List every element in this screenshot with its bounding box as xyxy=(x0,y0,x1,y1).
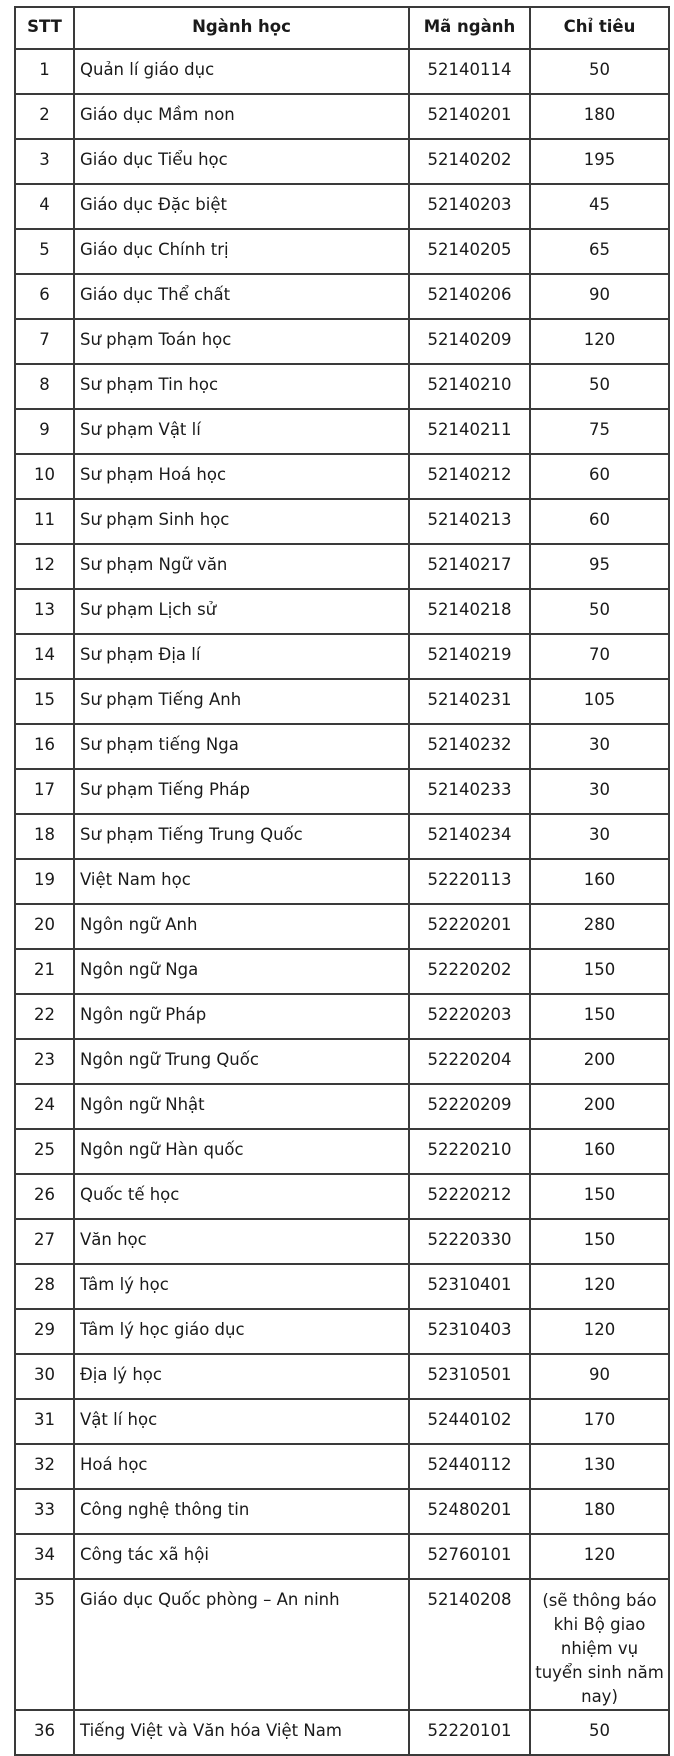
cell-stt: 9 xyxy=(15,409,74,454)
table-row xyxy=(15,1399,669,1444)
cell-ma-nganh: 52140114 xyxy=(409,49,530,94)
cell-nganh-hoc: Sư phạm tiếng Nga xyxy=(74,724,409,769)
table-row xyxy=(15,319,669,364)
cell-stt: 2 xyxy=(15,94,74,139)
cell-stt: 16 xyxy=(15,724,74,769)
cell-nganh-hoc: Việt Nam học xyxy=(74,859,409,904)
table-row xyxy=(15,274,669,319)
table-row xyxy=(15,229,669,274)
table-header-row xyxy=(15,7,669,49)
cell-nganh-hoc: Sư phạm Ngữ văn xyxy=(74,544,409,589)
table-row xyxy=(15,724,669,769)
cell-nganh-hoc: Ngôn ngữ Pháp xyxy=(74,994,409,1039)
cell-chi-tieu: 280 xyxy=(530,904,669,949)
table-row xyxy=(15,364,669,409)
cell-ma-nganh: 52140208 xyxy=(409,1579,530,1710)
cell-ma-nganh: 52140233 xyxy=(409,769,530,814)
table-body xyxy=(15,49,669,1755)
cell-ma-nganh: 52440102 xyxy=(409,1399,530,1444)
cell-chi-tieu: 120 xyxy=(530,1264,669,1309)
cell-chi-tieu: 90 xyxy=(530,274,669,319)
cell-stt: 5 xyxy=(15,229,74,274)
table-row xyxy=(15,1444,669,1489)
cell-stt: 1 xyxy=(15,49,74,94)
table-row xyxy=(15,1264,669,1309)
cell-chi-tieu: 50 xyxy=(530,364,669,409)
cell-ma-nganh: 52140232 xyxy=(409,724,530,769)
cell-stt: 27 xyxy=(15,1219,74,1264)
cell-stt: 32 xyxy=(15,1444,74,1489)
cell-ma-nganh: 52220113 xyxy=(409,859,530,904)
cell-chi-tieu: 30 xyxy=(530,814,669,859)
cell-nganh-hoc: Tâm lý học xyxy=(74,1264,409,1309)
table-row xyxy=(15,1489,669,1534)
cell-stt: 23 xyxy=(15,1039,74,1084)
cell-chi-tieu: 200 xyxy=(530,1084,669,1129)
cell-ma-nganh: 52310401 xyxy=(409,1264,530,1309)
cell-ma-nganh: 52140212 xyxy=(409,454,530,499)
cell-chi-tieu: 130 xyxy=(530,1444,669,1489)
cell-ma-nganh: 52140213 xyxy=(409,499,530,544)
table-row xyxy=(15,49,669,94)
cell-chi-tieu: 95 xyxy=(530,544,669,589)
cell-ma-nganh: 52140203 xyxy=(409,184,530,229)
table-row xyxy=(15,634,669,679)
cell-chi-tieu: 150 xyxy=(530,994,669,1039)
cell-ma-nganh: 52220209 xyxy=(409,1084,530,1129)
cell-nganh-hoc: Tiếng Việt và Văn hóa Việt Nam xyxy=(74,1710,409,1755)
cell-chi-tieu: 150 xyxy=(530,949,669,994)
cell-chi-tieu: 170 xyxy=(530,1399,669,1444)
cell-stt: 4 xyxy=(15,184,74,229)
cell-stt: 18 xyxy=(15,814,74,859)
table-row xyxy=(15,1084,669,1129)
cell-chi-tieu: 60 xyxy=(530,499,669,544)
cell-chi-tieu: 180 xyxy=(530,94,669,139)
cell-chi-tieu: 70 xyxy=(530,634,669,679)
cell-stt: 14 xyxy=(15,634,74,679)
table-row xyxy=(15,94,669,139)
cell-stt: 26 xyxy=(15,1174,74,1219)
table-row xyxy=(15,1354,669,1399)
cell-nganh-hoc: Giáo dục Mầm non xyxy=(74,94,409,139)
cell-chi-tieu: 30 xyxy=(530,769,669,814)
cell-stt: 8 xyxy=(15,364,74,409)
cell-stt: 11 xyxy=(15,499,74,544)
table-row xyxy=(15,139,669,184)
cell-chi-tieu: 180 xyxy=(530,1489,669,1534)
table-row xyxy=(15,409,669,454)
table-row xyxy=(15,1219,669,1264)
cell-chi-tieu: 200 xyxy=(530,1039,669,1084)
cell-nganh-hoc: Giáo dục Đặc biệt xyxy=(74,184,409,229)
cell-nganh-hoc: Sư phạm Hoá học xyxy=(74,454,409,499)
cell-nganh-hoc: Ngôn ngữ Nhật xyxy=(74,1084,409,1129)
cell-stt: 24 xyxy=(15,1084,74,1129)
cell-ma-nganh: 52140219 xyxy=(409,634,530,679)
cell-chi-tieu: 60 xyxy=(530,454,669,499)
cell-stt: 36 xyxy=(15,1710,74,1755)
table-row xyxy=(15,1309,669,1354)
cell-ma-nganh: 52140210 xyxy=(409,364,530,409)
cell-chi-tieu: 120 xyxy=(530,1309,669,1354)
cell-nganh-hoc: Quản lí giáo dục xyxy=(74,49,409,94)
cell-chi-tieu: 50 xyxy=(530,1710,669,1755)
cell-chi-tieu: 150 xyxy=(530,1219,669,1264)
cell-stt: 20 xyxy=(15,904,74,949)
table-row xyxy=(15,544,669,589)
cell-nganh-hoc: Hoá học xyxy=(74,1444,409,1489)
cell-ma-nganh: 52220201 xyxy=(409,904,530,949)
cell-stt: 3 xyxy=(15,139,74,184)
cell-nganh-hoc: Sư phạm Tiếng Anh xyxy=(74,679,409,724)
cell-ma-nganh: 52140206 xyxy=(409,274,530,319)
cell-chi-tieu: 30 xyxy=(530,724,669,769)
cell-stt: 34 xyxy=(15,1534,74,1579)
cell-nganh-hoc: Ngôn ngữ Nga xyxy=(74,949,409,994)
table-row xyxy=(15,589,669,634)
cell-ma-nganh: 52220101 xyxy=(409,1710,530,1755)
cell-stt: 6 xyxy=(15,274,74,319)
cell-stt: 15 xyxy=(15,679,74,724)
admission-quota-table xyxy=(14,6,670,1756)
cell-ma-nganh: 52140217 xyxy=(409,544,530,589)
cell-stt: 10 xyxy=(15,454,74,499)
cell-ma-nganh: 52220210 xyxy=(409,1129,530,1174)
cell-ma-nganh: 52440112 xyxy=(409,1444,530,1489)
cell-ma-nganh: 52220202 xyxy=(409,949,530,994)
table-row xyxy=(15,814,669,859)
cell-nganh-hoc: Tâm lý học giáo dục xyxy=(74,1309,409,1354)
cell-chi-tieu: 160 xyxy=(530,859,669,904)
table-row xyxy=(15,904,669,949)
cell-chi-tieu: 195 xyxy=(530,139,669,184)
header-stt: STT xyxy=(15,7,74,49)
header-nganh-hoc: Ngành học xyxy=(74,7,409,49)
cell-chi-tieu: 45 xyxy=(530,184,669,229)
cell-ma-nganh: 52140209 xyxy=(409,319,530,364)
table-row xyxy=(15,1129,669,1174)
cell-ma-nganh: 52220330 xyxy=(409,1219,530,1264)
cell-chi-tieu: 50 xyxy=(530,589,669,634)
cell-ma-nganh: 52140201 xyxy=(409,94,530,139)
cell-nganh-hoc: Giáo dục Tiểu học xyxy=(74,139,409,184)
cell-nganh-hoc: Ngôn ngữ Hàn quốc xyxy=(74,1129,409,1174)
table-row xyxy=(15,859,669,904)
cell-nganh-hoc: Sư phạm Tin học xyxy=(74,364,409,409)
cell-nganh-hoc: Văn học xyxy=(74,1219,409,1264)
cell-chi-tieu: 160 xyxy=(530,1129,669,1174)
cell-nganh-hoc: Công tác xã hội xyxy=(74,1534,409,1579)
cell-ma-nganh: 52310501 xyxy=(409,1354,530,1399)
cell-chi-tieu: 150 xyxy=(530,1174,669,1219)
table-row xyxy=(15,454,669,499)
cell-ma-nganh: 52220203 xyxy=(409,994,530,1039)
cell-nganh-hoc: Ngôn ngữ Trung Quốc xyxy=(74,1039,409,1084)
cell-chi-tieu: 75 xyxy=(530,409,669,454)
cell-nganh-hoc: Sư phạm Tiếng Pháp xyxy=(74,769,409,814)
cell-chi-tieu: 120 xyxy=(530,1534,669,1579)
cell-chi-tieu: (sẽ thông báo khi Bộ giao nhiệm vụ tuyển sinh năm nay) xyxy=(530,1579,669,1710)
cell-stt: 33 xyxy=(15,1489,74,1534)
cell-ma-nganh: 52220204 xyxy=(409,1039,530,1084)
cell-chi-tieu: 105 xyxy=(530,679,669,724)
cell-nganh-hoc: Sư phạm Sinh học xyxy=(74,499,409,544)
cell-stt: 29 xyxy=(15,1309,74,1354)
cell-nganh-hoc: Giáo dục Thể chất xyxy=(74,274,409,319)
table-row xyxy=(15,1174,669,1219)
cell-ma-nganh: 52140202 xyxy=(409,139,530,184)
cell-ma-nganh: 52310403 xyxy=(409,1309,530,1354)
cell-stt: 7 xyxy=(15,319,74,364)
cell-stt: 22 xyxy=(15,994,74,1039)
cell-stt: 31 xyxy=(15,1399,74,1444)
table-row xyxy=(15,1039,669,1084)
table-row xyxy=(15,1710,669,1755)
cell-nganh-hoc: Vật lí học xyxy=(74,1399,409,1444)
cell-stt: 12 xyxy=(15,544,74,589)
cell-nganh-hoc: Giáo dục Chính trị xyxy=(74,229,409,274)
cell-stt: 19 xyxy=(15,859,74,904)
cell-ma-nganh: 52140231 xyxy=(409,679,530,724)
table-row xyxy=(15,949,669,994)
cell-nganh-hoc: Sư phạm Địa lí xyxy=(74,634,409,679)
cell-nganh-hoc: Sư phạm Tiếng Trung Quốc xyxy=(74,814,409,859)
cell-nganh-hoc: Sư phạm Lịch sử xyxy=(74,589,409,634)
table-row xyxy=(15,499,669,544)
cell-ma-nganh: 52140234 xyxy=(409,814,530,859)
cell-ma-nganh: 52220212 xyxy=(409,1174,530,1219)
cell-nganh-hoc: Ngôn ngữ Anh xyxy=(74,904,409,949)
cell-stt: 28 xyxy=(15,1264,74,1309)
table-row xyxy=(15,1534,669,1579)
cell-stt: 17 xyxy=(15,769,74,814)
cell-nganh-hoc: Sư phạm Vật lí xyxy=(74,409,409,454)
header-chi-tieu: Chỉ tiêu xyxy=(530,7,669,49)
cell-stt: 30 xyxy=(15,1354,74,1399)
cell-nganh-hoc: Quốc tế học xyxy=(74,1174,409,1219)
cell-nganh-hoc: Sư phạm Toán học xyxy=(74,319,409,364)
cell-ma-nganh: 52480201 xyxy=(409,1489,530,1534)
cell-ma-nganh: 52140205 xyxy=(409,229,530,274)
header-ma-nganh: Mã ngành xyxy=(409,7,530,49)
table-row xyxy=(15,184,669,229)
table-row xyxy=(15,679,669,724)
cell-nganh-hoc: Địa lý học xyxy=(74,1354,409,1399)
cell-chi-tieu: 65 xyxy=(530,229,669,274)
cell-nganh-hoc: Công nghệ thông tin xyxy=(74,1489,409,1534)
table-row xyxy=(15,769,669,814)
cell-nganh-hoc: Giáo dục Quốc phòng – An ninh xyxy=(74,1579,409,1710)
cell-chi-tieu: 120 xyxy=(530,319,669,364)
table-row xyxy=(15,1579,669,1710)
cell-chi-tieu: 50 xyxy=(530,49,669,94)
cell-ma-nganh: 52140211 xyxy=(409,409,530,454)
cell-ma-nganh: 52140218 xyxy=(409,589,530,634)
cell-ma-nganh: 52760101 xyxy=(409,1534,530,1579)
cell-stt: 21 xyxy=(15,949,74,994)
table-row xyxy=(15,994,669,1039)
cell-chi-tieu: 90 xyxy=(530,1354,669,1399)
cell-stt: 25 xyxy=(15,1129,74,1174)
cell-stt: 35 xyxy=(15,1579,74,1710)
cell-stt: 13 xyxy=(15,589,74,634)
